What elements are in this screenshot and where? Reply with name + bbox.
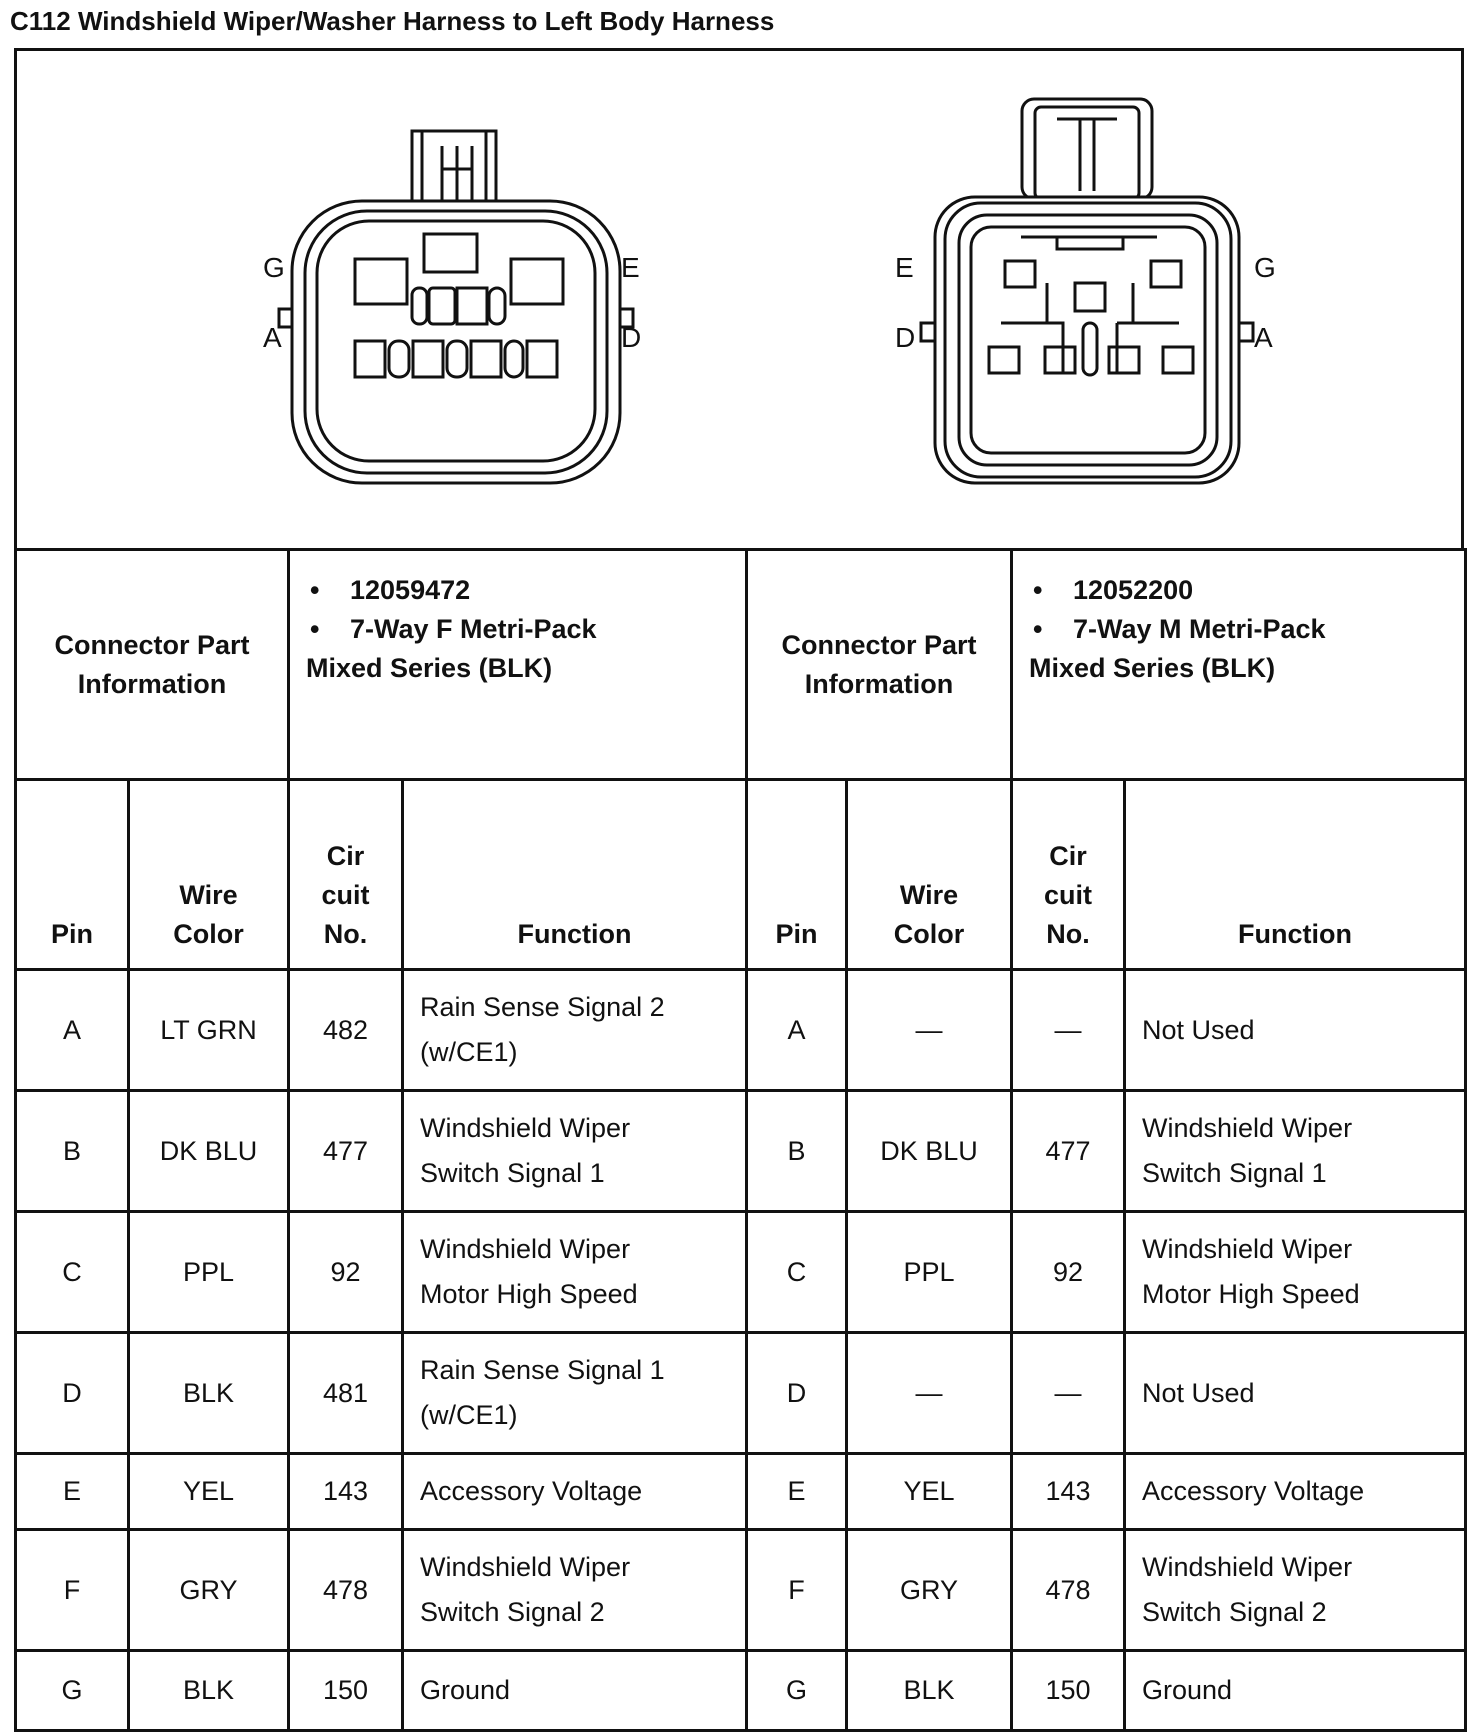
wire-color-cell: GRY bbox=[847, 1530, 1012, 1651]
header-pin-left: Pin bbox=[16, 780, 129, 970]
function-cell: Windshield Wiper Switch Signal 1 bbox=[1125, 1091, 1466, 1212]
circuit-cell: 92 bbox=[289, 1212, 403, 1333]
page-title: C112 Windshield Wiper/Washer Harness to Left Body Harness bbox=[10, 6, 775, 36]
pin-cell: D bbox=[747, 1333, 847, 1454]
left-pin-label-a: A bbox=[263, 322, 282, 353]
female-connector-drawing bbox=[279, 131, 633, 483]
wire-color-cell: YEL bbox=[129, 1454, 289, 1530]
function-cell: Not Used bbox=[1125, 970, 1466, 1091]
wire-color-cell: BLK bbox=[847, 1651, 1012, 1731]
function-cell: Ground bbox=[403, 1651, 747, 1731]
header-wire-color-right: Wire Color bbox=[847, 780, 1012, 970]
circuit-cell: 143 bbox=[1012, 1454, 1125, 1530]
bullet: • bbox=[310, 614, 320, 644]
wire-color-cell: — bbox=[847, 1333, 1012, 1454]
header-pin-right: Pin bbox=[747, 780, 847, 970]
right-info-value bbox=[1012, 550, 1466, 780]
pinout-table bbox=[14, 778, 1467, 1732]
right-part-number: 12052200 bbox=[1073, 575, 1194, 605]
header-wire-color-left: Wire Color bbox=[129, 780, 289, 970]
circuit-cell: 482 bbox=[289, 970, 403, 1091]
circuit-cell: 478 bbox=[1012, 1530, 1125, 1651]
right-connector-series: Mixed Series (BLK) bbox=[1029, 653, 1276, 683]
pin-cell: E bbox=[16, 1454, 129, 1530]
right-info-label bbox=[747, 550, 1012, 780]
wire-color-cell: BLK bbox=[129, 1651, 289, 1731]
right-pin-label-g: G bbox=[1254, 252, 1276, 283]
circuit-cell: — bbox=[1012, 1333, 1125, 1454]
pin-cell: A bbox=[16, 970, 129, 1091]
circuit-cell: — bbox=[1012, 970, 1125, 1091]
left-info-label-line-2: Information bbox=[77, 668, 227, 699]
circuit-cell: 150 bbox=[1012, 1651, 1125, 1731]
wire-color-cell: DK BLU bbox=[847, 1091, 1012, 1212]
table-row bbox=[16, 1212, 1466, 1333]
circuit-cell: 143 bbox=[289, 1454, 403, 1530]
function-cell: Windshield Wiper Switch Signal 2 bbox=[1125, 1530, 1466, 1651]
connector-diagram-frame bbox=[14, 48, 1464, 548]
left-info-value bbox=[289, 550, 747, 780]
circuit-cell: 477 bbox=[1012, 1091, 1125, 1212]
table-row bbox=[16, 1091, 1466, 1212]
pin-cell: B bbox=[16, 1091, 129, 1212]
function-cell: Not Used bbox=[1125, 1333, 1466, 1454]
function-cell: Accessory Voltage bbox=[1125, 1454, 1466, 1530]
function-cell: Rain Sense Signal 2 (w/CE1) bbox=[403, 970, 747, 1091]
header-function-right: Function bbox=[1125, 780, 1466, 970]
bullet: • bbox=[310, 575, 320, 605]
pin-cell: C bbox=[16, 1212, 129, 1333]
connector-diagrams bbox=[17, 51, 1461, 548]
pinout-header-row bbox=[16, 780, 1466, 970]
wire-color-cell: LT GRN bbox=[129, 970, 289, 1091]
pin-cell: D bbox=[16, 1333, 129, 1454]
circuit-cell: 477 bbox=[289, 1091, 403, 1212]
wire-color-cell: — bbox=[847, 970, 1012, 1091]
pin-cell: C bbox=[747, 1212, 847, 1333]
left-info-label-line-1: Connector Part bbox=[54, 629, 250, 660]
connector-info-table bbox=[14, 548, 1467, 781]
circuit-cell: 92 bbox=[1012, 1212, 1125, 1333]
left-pin-label-d: D bbox=[621, 322, 642, 353]
left-info-label bbox=[16, 550, 289, 780]
left-connector-series: Mixed Series (BLK) bbox=[306, 653, 553, 683]
right-pin-label-e: E bbox=[895, 252, 914, 283]
pin-cell: G bbox=[16, 1651, 129, 1731]
table-row bbox=[16, 1651, 1466, 1731]
function-cell: Windshield Wiper Motor High Speed bbox=[403, 1212, 747, 1333]
function-cell: Windshield Wiper Switch Signal 1 bbox=[403, 1091, 747, 1212]
table-row bbox=[16, 1333, 1466, 1454]
function-cell: Windshield Wiper Motor High Speed bbox=[1125, 1212, 1466, 1333]
table-row bbox=[16, 1530, 1466, 1651]
pin-cell: F bbox=[747, 1530, 847, 1651]
pin-cell: F bbox=[16, 1530, 129, 1651]
circuit-cell: 478 bbox=[289, 1530, 403, 1651]
wire-color-cell: YEL bbox=[847, 1454, 1012, 1530]
wire-color-cell: GRY bbox=[129, 1530, 289, 1651]
right-pin-label-d: D bbox=[895, 322, 916, 353]
left-pin-label-g: G bbox=[263, 252, 285, 283]
right-info-label-line-1: Connector Part bbox=[781, 629, 977, 660]
bullet: • bbox=[1033, 614, 1043, 644]
function-cell: Accessory Voltage bbox=[403, 1454, 747, 1530]
circuit-cell: 481 bbox=[289, 1333, 403, 1454]
pin-cell: G bbox=[747, 1651, 847, 1731]
left-pin-label-e: E bbox=[621, 252, 640, 283]
function-cell: Windshield Wiper Switch Signal 2 bbox=[403, 1530, 747, 1651]
left-part-number: 12059472 bbox=[350, 575, 471, 605]
wire-color-cell: DK BLU bbox=[129, 1091, 289, 1212]
function-cell: Ground bbox=[1125, 1651, 1466, 1731]
header-circuit-no-right: Cir cuit No. bbox=[1012, 780, 1125, 970]
pin-cell: A bbox=[747, 970, 847, 1091]
table-row bbox=[16, 970, 1466, 1091]
left-connector-type: 7-Way F Metri-Pack bbox=[350, 614, 597, 644]
wire-color-cell: BLK bbox=[129, 1333, 289, 1454]
right-connector-type: 7-Way M Metri-Pack bbox=[1073, 614, 1326, 644]
pin-cell: E bbox=[747, 1454, 847, 1530]
header-function-left: Function bbox=[403, 780, 747, 970]
right-pin-label-a: A bbox=[1254, 322, 1273, 353]
circuit-cell: 150 bbox=[289, 1651, 403, 1731]
header-circuit-no-left: Cir cuit No. bbox=[289, 780, 403, 970]
table-row bbox=[16, 1454, 1466, 1530]
right-info-label-line-2: Information bbox=[804, 668, 954, 699]
wire-color-cell: PPL bbox=[847, 1212, 1012, 1333]
male-connector-drawing bbox=[921, 99, 1253, 483]
pin-cell: B bbox=[747, 1091, 847, 1212]
bullet: • bbox=[1033, 575, 1043, 605]
wire-color-cell: PPL bbox=[129, 1212, 289, 1333]
function-cell: Rain Sense Signal 1 (w/CE1) bbox=[403, 1333, 747, 1454]
